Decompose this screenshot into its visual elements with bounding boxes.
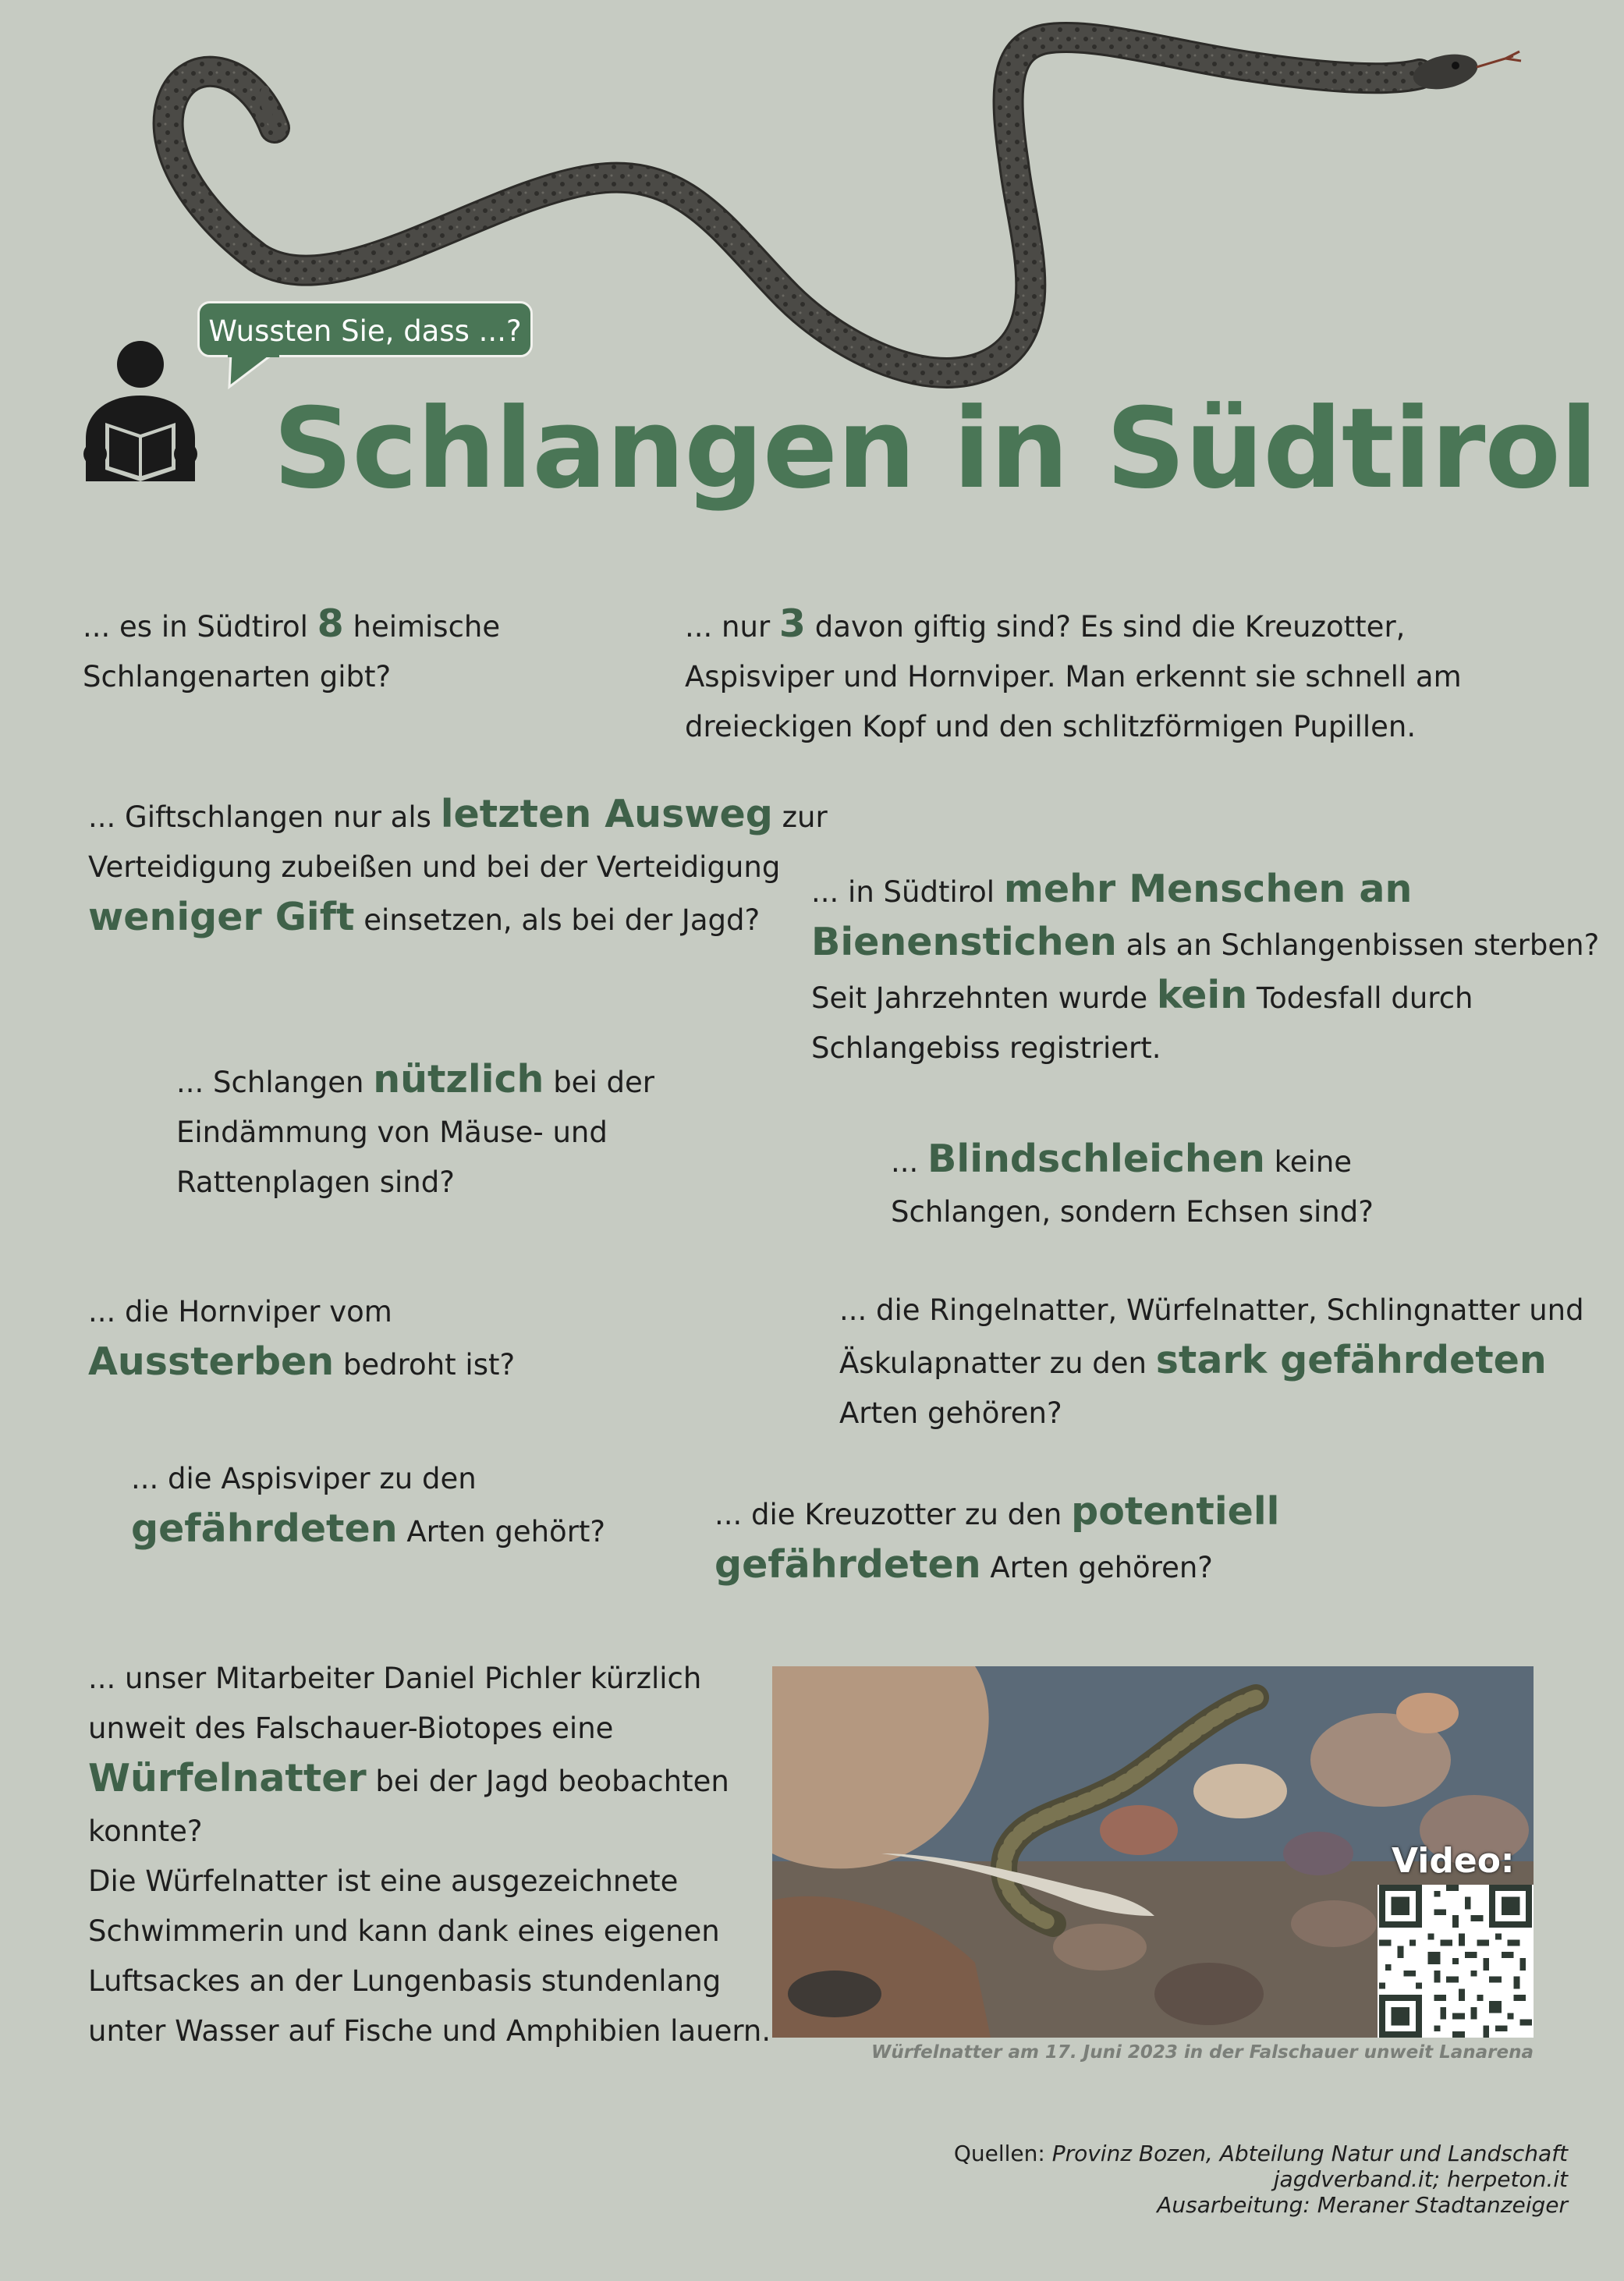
highlight: Blindschleichen: [927, 1137, 1265, 1181]
highlight: Bienenstichen: [811, 920, 1117, 964]
highlight: nützlich: [373, 1057, 544, 1101]
reader-icon: [78, 337, 203, 493]
sources-label: Quellen:: [953, 2141, 1052, 2166]
highlight: 3: [778, 601, 807, 646]
fact-native-species: ... es in Südtirol 8 heimische Schlangenarten gibt?: [83, 601, 501, 694]
sources-line3: Ausarbeitung: Meraner Stadtanzeiger: [1157, 2192, 1568, 2218]
fact-slow-worm: ... Blindschleichen keine Schlangen, sondern Echsen sind?: [891, 1137, 1374, 1229]
sources-line1: Provinz Bozen, Abteilung Natur und Landschaft: [1051, 2141, 1568, 2166]
fact-useful: ... Schlangen nützlich bei der Eindämmung von Mäuse- und Rattenplagen sind?: [176, 1057, 654, 1199]
highlight: gefährdeten: [714, 1542, 981, 1587]
fact-aspisviper: ... die Aspisviper zu den gefährdeten Arten gehört?: [131, 1462, 606, 1551]
highlight: Würfelnatter: [88, 1756, 367, 1800]
highlight: weniger Gift: [88, 895, 355, 939]
fact-bee-stings: ... in Südtirol mehr Menschen an Bienenstichen als an Schlangenbissen sterben? Seit Jahrzehnten wurde kein Todesfall durch Schlangebiss registriert.: [811, 867, 1600, 1065]
sources: [954, 2141, 1568, 2218]
highlight: Aussterben: [88, 1339, 335, 1384]
bubble-text: Wussten Sie, dass ...?: [208, 314, 522, 348]
highlight: potentiell: [1071, 1489, 1280, 1534]
highlight: 8: [317, 601, 344, 646]
sources-line2: jagdverband.it; herpeton.it: [1273, 2166, 1568, 2192]
fact-venomous-species: ... nur 3 davon giftig sind? Es sind die Kreuzotter, Aspisviper und Hornviper. Man erkennt sie schnell am dreieckigen Kopf und den schlitzförmigen Pupillen.: [685, 601, 1462, 743]
video-qr-code[interactable]: [1378, 1885, 1534, 2038]
fact-dice-snake-observation: ... unser Mitarbeiter Daniel Pichler kürzlich unweit des Falschauer-Biotopes eine Würfelnatter bei der Jagd beobachten konnte? Die Würfelnatter ist eine ausgezeichnete Schwimmerin und kann dank eines eigenen Luftsackes an der Lungenbasis stundenlang unter Wasser auf Fische und Amphibien lauern.: [88, 1662, 771, 2048]
page-title: Schlangen in Südtirol: [273, 385, 1597, 513]
highlight: letzten Ausweg: [440, 792, 773, 836]
highlight: kein: [1156, 973, 1248, 1017]
video-label: Video:: [1392, 1841, 1515, 1881]
fact-endangered-colubrids: ... die Ringelnatter, Würfelnatter, Schlingnatter und Äskulapnatter zu den stark gefährdeten Arten gehören?: [839, 1293, 1584, 1430]
photo-caption: Würfelnatter am 17. Juni 2023 in der Falschauer unweit Lanarena: [871, 2042, 1534, 2063]
highlight: stark gefährdeten: [1155, 1338, 1547, 1382]
speech-bubble: [197, 301, 533, 357]
fact-kreuzotter: ... die Kreuzotter zu den potentiell gefährdeten Arten gehören?: [714, 1489, 1280, 1587]
fact-last-resort: ... Giftschlangen nur als letzten Ausweg zur Verteidigung zubeißen und bei der Verteidigung weniger Gift einsetzen, als bei der Jagd?: [88, 792, 828, 939]
highlight: gefährdeten: [131, 1506, 398, 1551]
fact-hornviper-extinction: ... die Hornviper vom Aussterben bedroht ist?: [88, 1295, 516, 1384]
highlight: mehr Menschen an: [1003, 867, 1413, 911]
